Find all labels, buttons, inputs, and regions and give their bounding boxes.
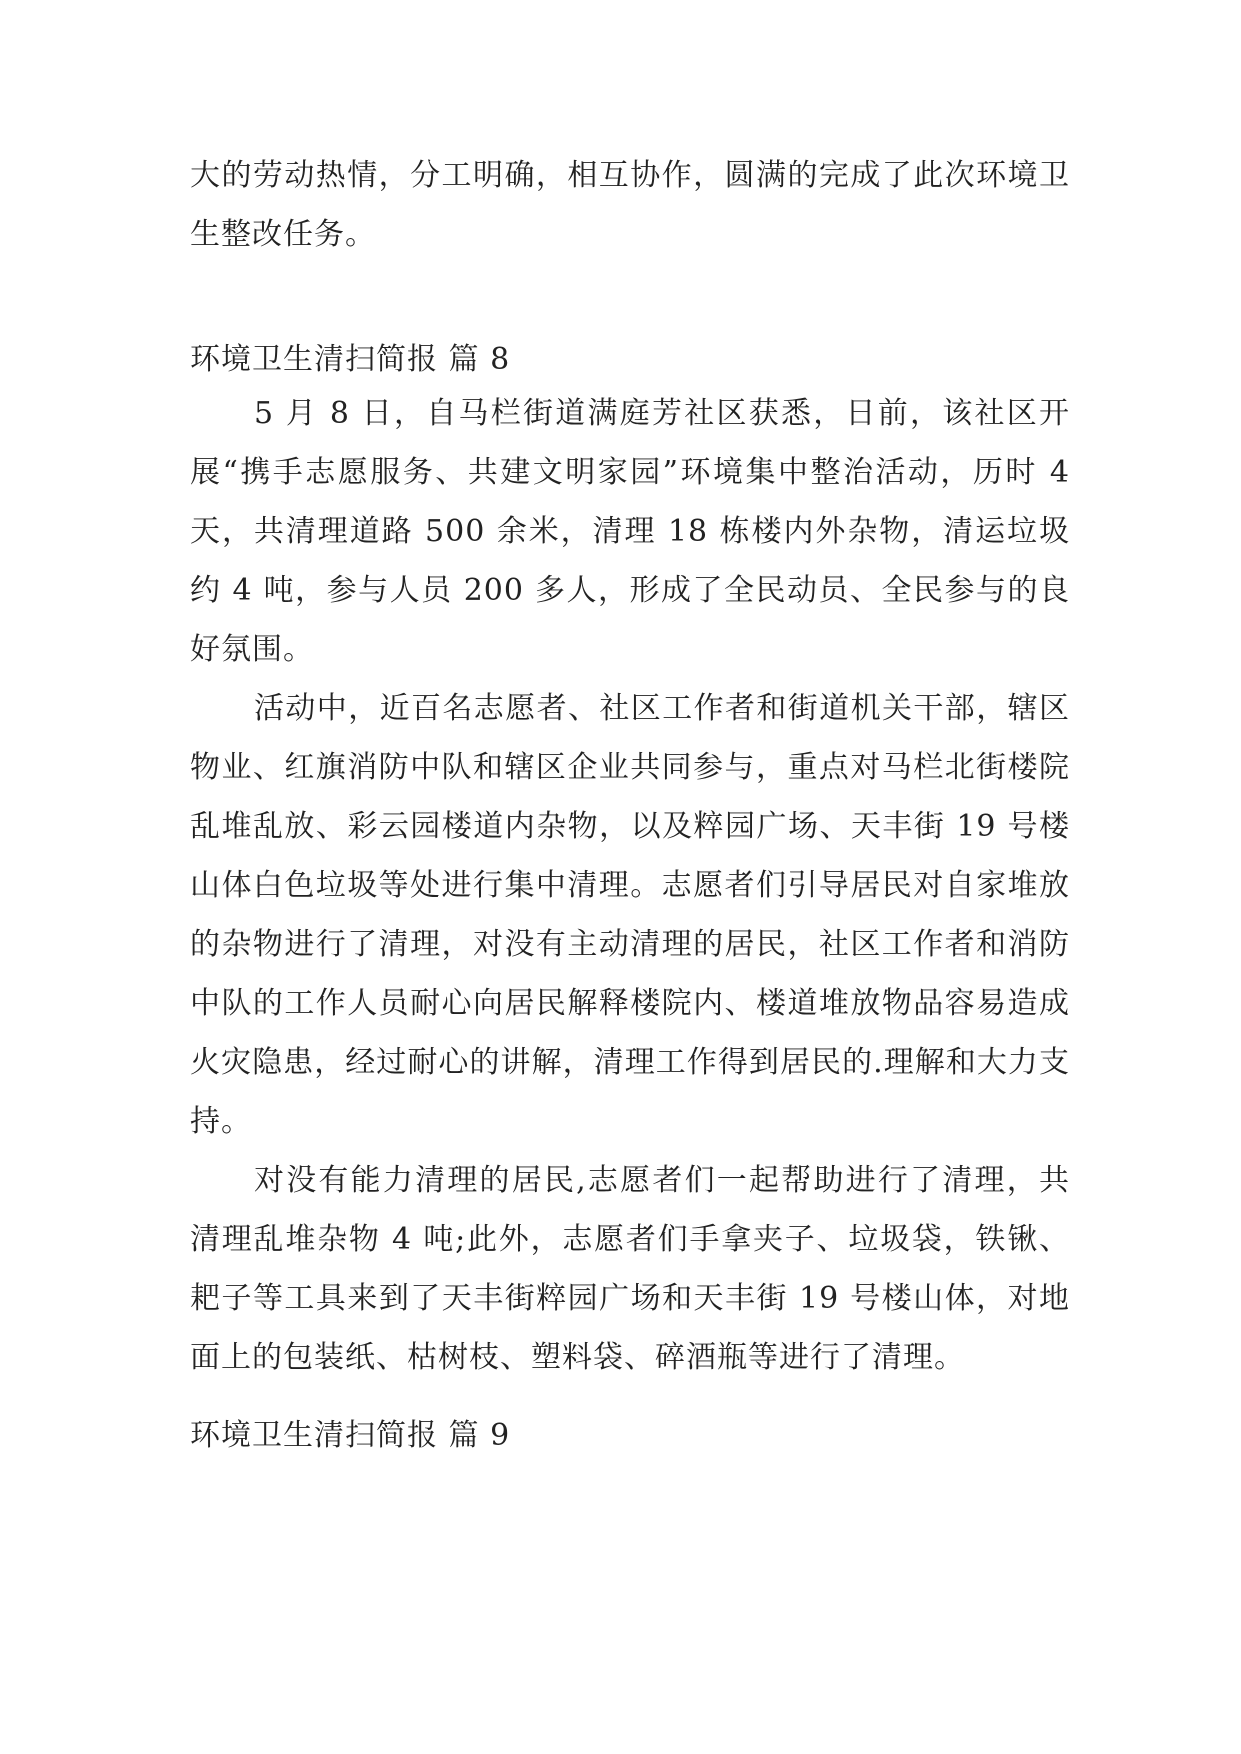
section-8-title: 环境卫生清扫简报 篇 8 xyxy=(190,342,511,377)
section-8-paragraph-2: 活动中，近百名志愿者、社区工作者和街道机关干部，辖区物业、红旗消防中队和辖区企业共同参与，重点对马栏北街楼院乱堆乱放、彩云园楼道内杂物，以及粹园广场、天丰街 19 号楼山体白色垃圾等处进行集中清理。志愿者们引导居民对自家堆放的杂物进行了清理，对没有主动清理的居民，社区工作者和消防中队的工作人员耐心向居民解释楼院内、楼道堆放物品容易造成火灾隐患，经过耐心的讲解，清理工作得到居民的.理解和大力支持。 xyxy=(190,691,1070,1139)
section-8-body xyxy=(190,384,1070,1387)
section-8-paragraph-1: 5 月 8 日，自马栏街道满庭芳社区获悉，日前，该社区开展“携手志愿服务、共建文明家园”环境集中整治活动，历时 4 天，共清理道路 500 余米，清理 18 栋楼内外杂物，清运垃圾约 4 吨，参与人员 200 多人，形成了全民动员、全民参与的良好氛围。 xyxy=(190,396,1070,667)
section-8-paragraph-3: 对没有能力清理的居民,志愿者们一起帮助进行了清理，共清理乱堆杂物 4 吨;此外，志愿者们手拿夹子、垃圾袋，铁锹、耙子等工具来到了天丰街粹园广场和天丰街 19 号楼山体，对地面上的包装纸、枯树枝、塑料袋、碎酒瓶等进行了清理。 xyxy=(190,1163,1070,1375)
continued-paragraph-block xyxy=(190,146,1070,264)
section-9-title: 环境卫生清扫简报 篇 9 xyxy=(190,1418,511,1453)
continued-paragraph: 大的劳动热情，分工明确，相互协作，圆满的完成了此次环境卫生整改任务。 xyxy=(190,158,1070,252)
